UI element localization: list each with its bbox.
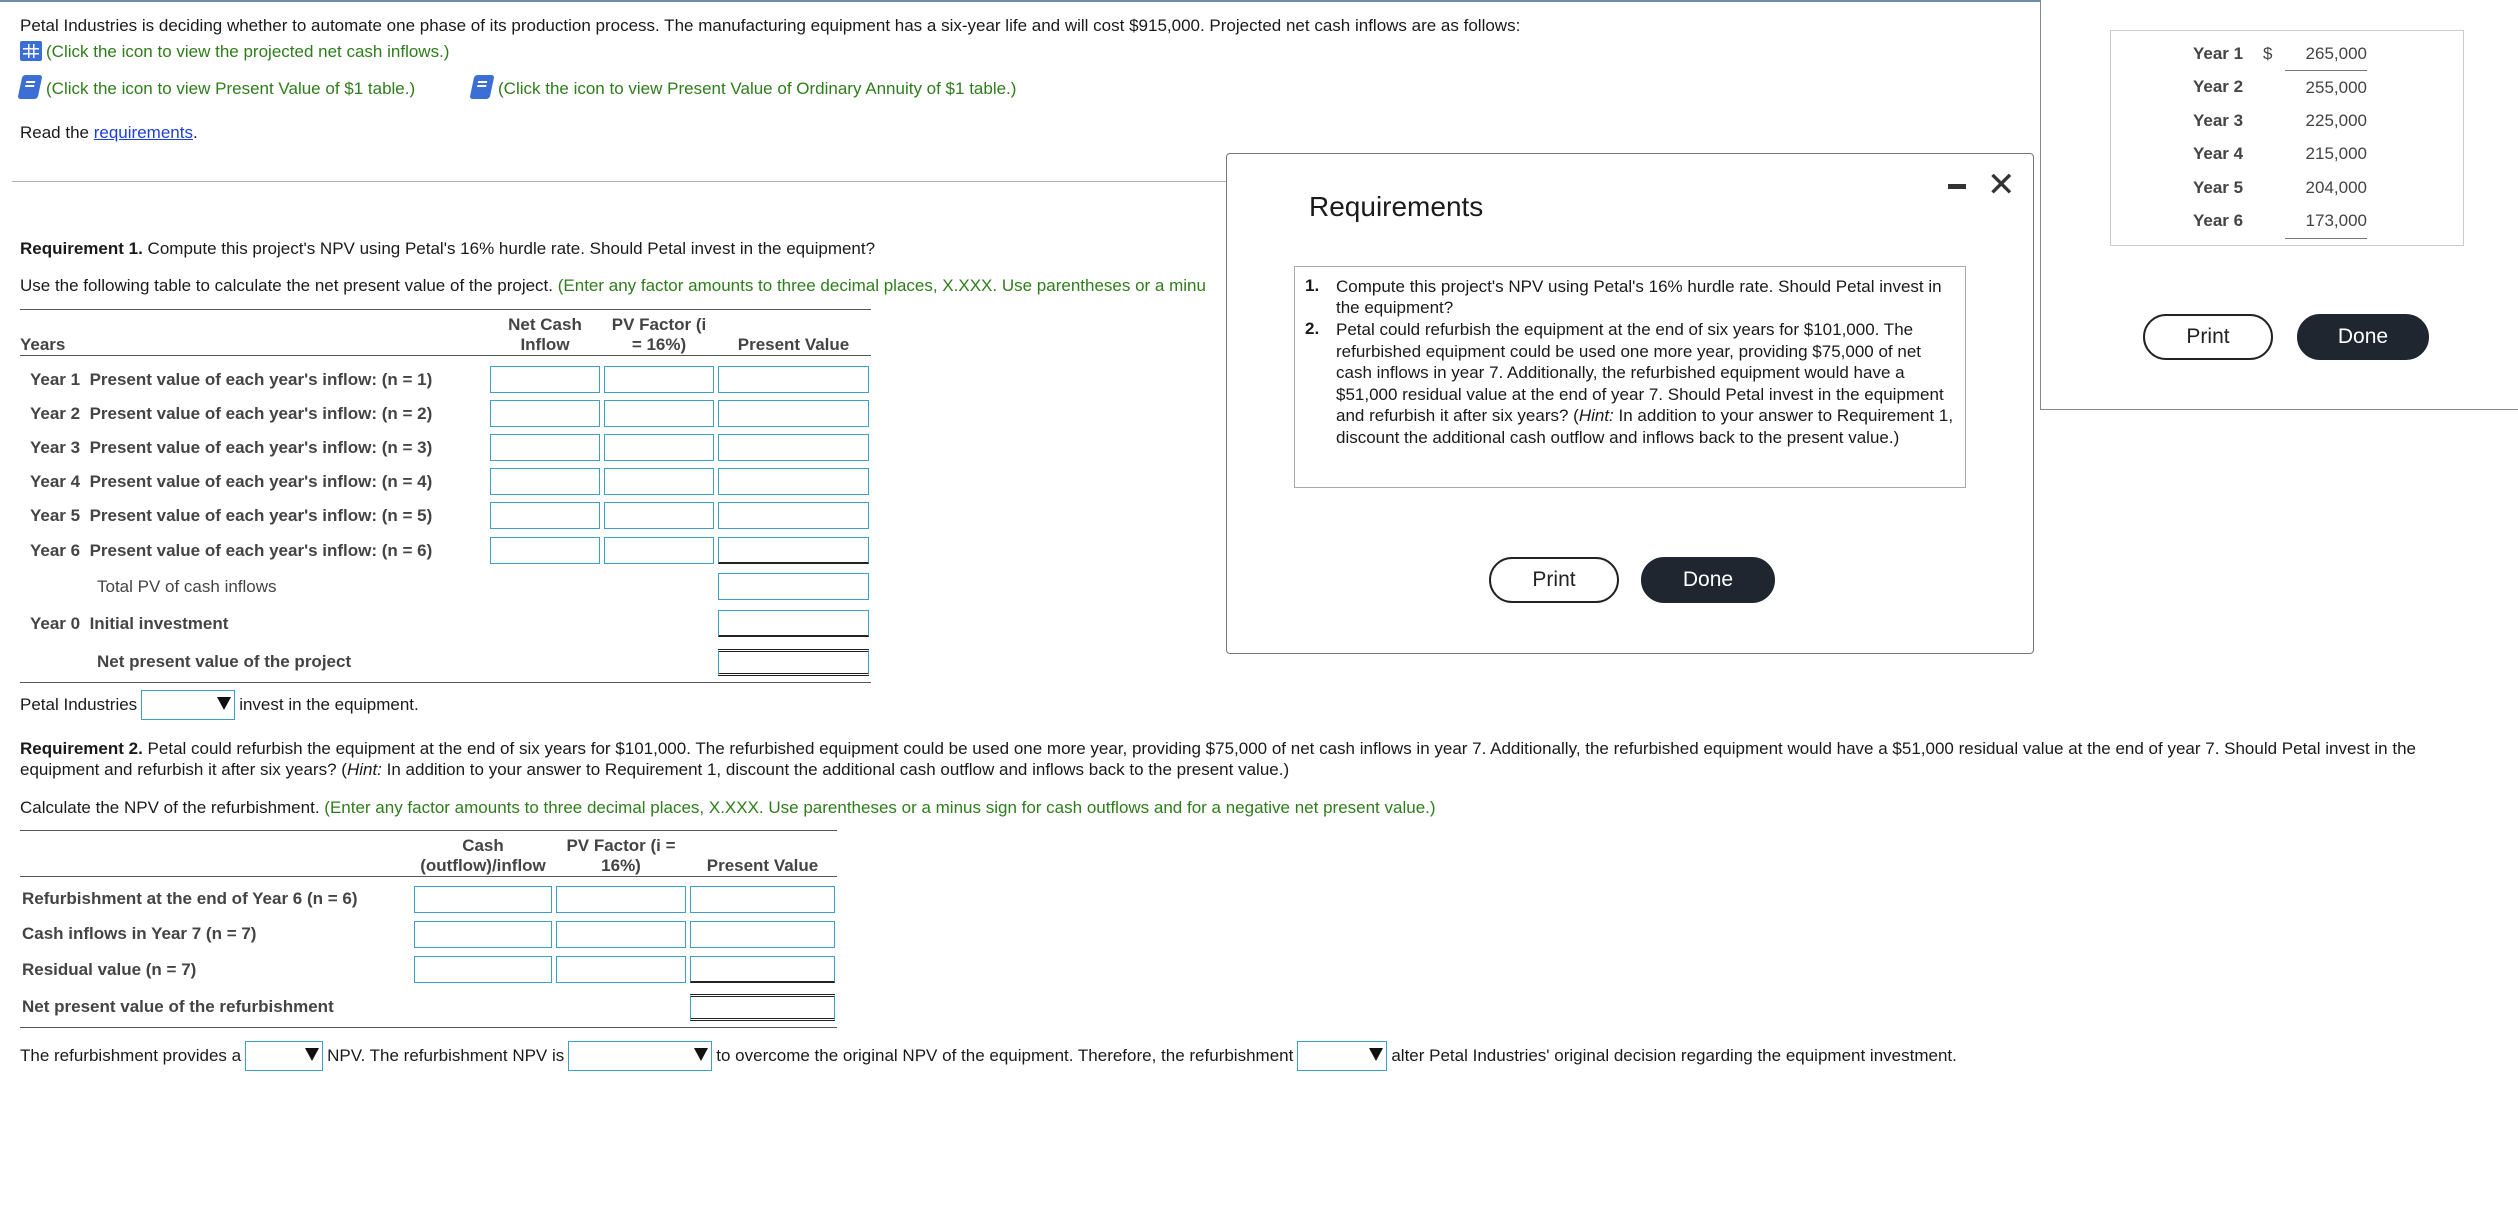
present-value-input[interactable] bbox=[718, 502, 869, 529]
table-row: Residual value (n = 7) bbox=[20, 952, 837, 988]
requirement-item-1: Compute this project's NPV using Petal's 16% hurdle rate. Should Petal invest in the equipment? bbox=[1336, 277, 1942, 317]
table-row: Year 5 204,000 bbox=[2193, 177, 2367, 197]
dialog-title: Requirements bbox=[1309, 191, 1484, 222]
pv-factor-input[interactable] bbox=[604, 366, 714, 393]
req1-decision: Petal Industries invest in the equipment. bbox=[20, 688, 419, 722]
req2-text: Requirement 2. Petal could refurbish the equipment at the end of six years for $101,000. The refurbished equipment could be used one more year, providing $75,000 of net cash inflows in year 7. Additionally, the refurbished equipment would have a $51,000 residual value at the end of year 7. Should Petal invest in the equipment and refurbish it after six years? (Hint: In addition to your answer to Requirement 1, discount the additional cash outflow and inflows back to the present value.) bbox=[20, 739, 2416, 779]
sufficiency-dropdown[interactable] bbox=[568, 1041, 712, 1071]
table-row: Year 3 Present value of each year's inflow: (n = 3) bbox=[20, 431, 871, 465]
req2-instruction: Calculate the NPV of the refurbishment. (Enter any factor amounts to three decimal places, X.XXX. Use parentheses or a minus sign for cash outflows and for a negative net present value.) bbox=[20, 798, 1436, 817]
table-row: Year 3 225,000 bbox=[2193, 110, 2367, 130]
book-icon[interactable] bbox=[17, 75, 42, 99]
npv-input[interactable] bbox=[718, 649, 869, 676]
req1-instruction: Use the following table to calculate the net present value of the project. (Enter any factor amounts to three decimal places, X.XXX. Use parentheses or a minu bbox=[20, 276, 1206, 295]
pv-table-link[interactable]: (Click the icon to view Present Value of $1 table.) bbox=[20, 75, 415, 99]
dropdown-arrow-icon[interactable] bbox=[1369, 1048, 1383, 1061]
requirements-dialog bbox=[1226, 153, 2034, 654]
cash-input[interactable] bbox=[414, 956, 552, 983]
requirements-list: 1. Compute this project's NPV using Petal's 16% hurdle rate. Should Petal invest in the equipment? 2. Petal could refurbish the equipment at the end of six years for $101,000. The refurbished equipment could be used one more year, providing $75,000 of net cash inflows in year 7. Additionally, the refurbished equipment would have a $51,000 residual value at the end of year 7. Should Petal invest in the equipment and refurbish it after six years? (Hint: In addition to your answer to Requirement 1, discount the additional cash outflow and inflows back to the present value.) bbox=[1294, 266, 1966, 488]
inflows-link[interactable]: (Click the icon to view the projected net cash inflows.) bbox=[20, 41, 449, 62]
requirement-item-2: Petal could refurbish the equipment at the end of six years for $101,000. The refurbished equipment could be used one more year, providing $75,000 of net cash inflows in year 7. Additionally, the refurbished equipment would have a $51,000 residual value at the end of year 7. Should Petal invest in the equipment and refurbish it after six years? (Hint: In addition to your answer to Requirement 1, discount the additional cash outflow and inflows back to the present value.) bbox=[1336, 320, 1954, 447]
req2-conclusion: The refurbishment provides a NPV. The refurbishment NPV is to overcome the original NPV of the equipment. Therefore, the refurbishment alter Petal Industries' original decision regarding the equipment investment. bbox=[20, 1039, 1957, 1073]
net-cash-input[interactable] bbox=[490, 400, 600, 427]
dropdown-arrow-icon[interactable] bbox=[694, 1048, 708, 1061]
present-value-input[interactable] bbox=[718, 434, 869, 461]
npv-row: Net present value of the project bbox=[20, 643, 871, 683]
close-icon[interactable]: ✕ bbox=[1987, 166, 2016, 204]
present-value-input[interactable] bbox=[718, 400, 869, 427]
net-cash-input[interactable] bbox=[490, 366, 600, 393]
npv-table bbox=[20, 309, 871, 683]
inflows-dialog bbox=[2040, 0, 2518, 410]
col-present-value: Present Value bbox=[737, 335, 850, 354]
net-cash-input[interactable] bbox=[490, 537, 600, 564]
net-cash-input[interactable] bbox=[490, 434, 600, 461]
npv-row: Net present value of the refurbishment bbox=[20, 988, 837, 1028]
total-row: Total PV of cash inflows bbox=[20, 569, 871, 605]
present-value-input[interactable] bbox=[718, 468, 869, 495]
invest-dropdown[interactable] bbox=[141, 690, 235, 720]
pv-factor-input[interactable] bbox=[604, 400, 714, 427]
refurbishment-table bbox=[20, 830, 837, 1028]
col-present-value: Present Value bbox=[706, 856, 819, 875]
table-row: Year 1 $ 265,000 bbox=[2193, 37, 2367, 71]
table-icon[interactable] bbox=[20, 41, 42, 61]
req1-text: Requirement 1. Compute this project's NPV using Petal's 16% hurdle rate. Should Petal invest in the equipment? bbox=[20, 239, 876, 258]
pv-factor-input[interactable] bbox=[604, 468, 714, 495]
minimize-icon[interactable] bbox=[1948, 184, 1966, 189]
inflows-table bbox=[2110, 30, 2464, 246]
col-net-cash: Net Cash Inflow bbox=[508, 315, 582, 354]
top-border bbox=[0, 0, 2040, 2]
net-cash-input[interactable] bbox=[490, 468, 600, 495]
pv-factor-input[interactable] bbox=[604, 434, 714, 461]
pva-table-link[interactable]: (Click the icon to view Present Value of Ordinary Annuity of $1 table.) bbox=[472, 75, 1016, 99]
table-row: Year 1 Present value of each year's inflow: (n = 1) bbox=[20, 363, 871, 397]
present-value-input[interactable] bbox=[718, 366, 869, 393]
initial-investment-input[interactable] bbox=[718, 610, 869, 637]
pv-factor-input[interactable] bbox=[604, 502, 714, 529]
divider bbox=[12, 181, 1228, 182]
done-button[interactable]: Done bbox=[1641, 557, 1775, 603]
pv-factor-input[interactable] bbox=[604, 537, 714, 564]
done-button[interactable]: Done bbox=[2297, 314, 2429, 360]
refurbishment-npv-input[interactable] bbox=[690, 994, 835, 1021]
pv-factor-input[interactable] bbox=[556, 886, 686, 913]
table-row: Cash inflows in Year 7 (n = 7) bbox=[20, 917, 837, 952]
present-value-input[interactable] bbox=[690, 886, 835, 913]
initial-investment-row: Year 0 Initial investment bbox=[20, 605, 871, 643]
table-row: Year 6 173,000 bbox=[2193, 205, 2367, 239]
alter-dropdown[interactable] bbox=[1297, 1041, 1387, 1071]
present-value-input[interactable] bbox=[718, 537, 869, 564]
npv-sign-dropdown[interactable] bbox=[245, 1041, 323, 1071]
pv-factor-input[interactable] bbox=[556, 956, 686, 983]
table-row: Year 6 Present value of each year's inflow: (n = 6) bbox=[20, 533, 871, 569]
table-row: Year 2 255,000 bbox=[2193, 77, 2367, 97]
print-button[interactable]: Print bbox=[1489, 557, 1619, 603]
table-row: Year 5 Present value of each year's inflow: (n = 5) bbox=[20, 499, 871, 533]
book-icon[interactable] bbox=[469, 75, 494, 99]
dropdown-arrow-icon[interactable] bbox=[217, 697, 231, 710]
table-row: Year 4 215,000 bbox=[2193, 144, 2367, 164]
pv-factor-input[interactable] bbox=[556, 921, 686, 948]
present-value-input[interactable] bbox=[690, 956, 835, 983]
present-value-input[interactable] bbox=[690, 921, 835, 948]
total-pv-input[interactable] bbox=[718, 573, 869, 600]
col-pv-factor: PV Factor (i = 16%) bbox=[611, 315, 707, 354]
print-button[interactable]: Print bbox=[2143, 314, 2273, 360]
dropdown-arrow-icon[interactable] bbox=[305, 1048, 319, 1061]
read-requirements: Read the requirements. bbox=[20, 123, 198, 142]
cash-input[interactable] bbox=[414, 921, 552, 948]
requirements-link[interactable]: requirements bbox=[93, 123, 193, 142]
col-pv-factor: PV Factor (i = 16%) bbox=[566, 836, 676, 875]
col-years: Years bbox=[20, 335, 66, 354]
cash-input[interactable] bbox=[414, 886, 552, 913]
table-row: Year 2 Present value of each year's inflow: (n = 2) bbox=[20, 397, 871, 431]
net-cash-input[interactable] bbox=[490, 502, 600, 529]
col-cash: Cash (outflow)/inflow bbox=[420, 836, 546, 875]
problem-statement: Petal Industries is deciding whether to automate one phase of its production process. The manufacturing equipment has a six-year life and will cost $915,000. Projected net cash inflows are as follows: bbox=[20, 16, 1521, 35]
table-row: Year 4 Present value of each year's inflow: (n = 4) bbox=[20, 465, 871, 499]
table-row: Refurbishment at the end of Year 6 (n = 6) bbox=[20, 882, 837, 917]
